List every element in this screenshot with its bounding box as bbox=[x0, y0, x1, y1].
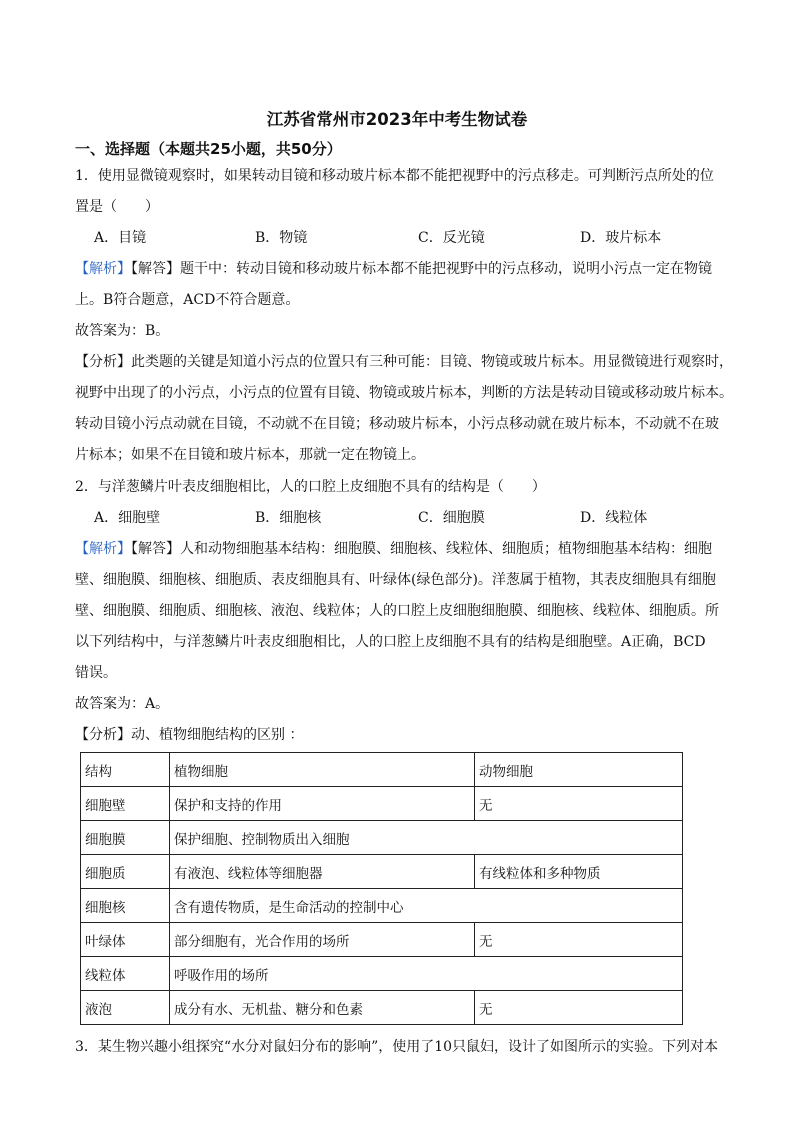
table-row bbox=[81, 855, 683, 889]
table-row bbox=[81, 957, 683, 991]
table-row bbox=[81, 991, 683, 1025]
q1-stem-line2: 置是（ ） bbox=[75, 199, 159, 215]
q2-analysis-line5: 错误。 bbox=[75, 665, 117, 681]
q1-option-a: A．目镜 bbox=[94, 230, 147, 246]
animal-cell-value: 无 bbox=[475, 991, 683, 1025]
q2-option-c: C．细胞膜 bbox=[418, 510, 485, 526]
plant-cell-value: 成分有水、无机盐、糖分和色素 bbox=[170, 991, 475, 1025]
structure-name: 细胞核 bbox=[81, 889, 170, 923]
plant-cell-value: 有液泡、线粒体等细胞器 bbox=[170, 855, 475, 889]
table-row bbox=[81, 821, 683, 855]
q3-stem-line1: 3．某生物兴趣小组探究“水分对鼠妇分布的影响”，使用了10只鼠妇，设计了如图所示的实验。下列对本 bbox=[75, 1039, 719, 1055]
q2-analysis-line3: 壁、细胞膜、细胞质、细胞核、液泡、线粒体；人的口腔上皮细胞细胞膜、细胞核、线粒体、细胞质。所 bbox=[75, 603, 719, 619]
animal-cell-value: 无 bbox=[475, 787, 683, 821]
structure-name: 叶绿体 bbox=[81, 923, 170, 957]
table-row bbox=[81, 923, 683, 957]
plant-cell-value: 保护和支持的作用 bbox=[170, 787, 475, 821]
structure-name: 细胞质 bbox=[81, 855, 170, 889]
table-row bbox=[81, 889, 683, 923]
plant-cell-value: 部分细胞有，光合作用的场所 bbox=[170, 923, 475, 957]
analysis-tag: 【解析】 bbox=[75, 541, 131, 557]
q2-option-b: B．细胞核 bbox=[255, 510, 322, 526]
table-header-cell: 植物细胞 bbox=[170, 753, 475, 787]
q1-fenxi-line1: 【分析】此类题的关键是知道小污点的位置只有三种可能：目镜、物镜或玻片标本。用显微镜进行观察时， bbox=[75, 354, 733, 370]
q1-fenxi-line3: 转动目镜小污点动就在目镜，不动就不在目镜；移动玻片标本，小污点移动就在玻片标本，不动就不在玻 bbox=[75, 416, 719, 432]
q1-fenxi-line2: 视野中出现了的小污点，小污点的位置有目镜、物镜或玻片标本，判断的方法是转动目镜或移动玻片标本。 bbox=[75, 385, 733, 401]
q1-analysis-line1 bbox=[75, 259, 755, 279]
shared-value: 呼吸作用的场所 bbox=[170, 957, 683, 991]
shared-value: 保护细胞、控制物质出入细胞 bbox=[170, 821, 683, 855]
q1-option-b: B．物镜 bbox=[255, 230, 308, 246]
structure-name: 细胞膜 bbox=[81, 821, 170, 855]
table-header-cell: 结构 bbox=[81, 753, 170, 787]
q2-stem-line1: 2．与洋葱鳞片叶表皮细胞相比，人的口腔上皮细胞不具有的结构是（ ） bbox=[75, 479, 546, 495]
analysis-tag: 【解析】 bbox=[75, 261, 131, 277]
q2-analysis-line2: 壁、细胞膜、细胞核、细胞质、表皮细胞具有、叶绿体(绿色部分)。洋葱属于植物，其表皮细胞具有细胞 bbox=[75, 572, 716, 588]
q2-analysis-line4: 以下列结构中，与洋葱鳞片叶表皮细胞相比，人的口腔上皮细胞不具有的结构是细胞壁。A正确，BCD bbox=[75, 634, 706, 650]
q2-option-d: D．线粒体 bbox=[580, 510, 648, 526]
structure-name: 线粒体 bbox=[81, 957, 170, 991]
q1-stem-line1: 1．使用显微镜观察时，如果转动目镜和移动玻片标本都不能把视野中的污点移走。可判断污点所处的位 bbox=[75, 168, 714, 184]
section-heading: 一、选择题（本题共25小题，共50分） bbox=[75, 140, 342, 158]
cell-structure-table bbox=[80, 752, 683, 1025]
q2-fenxi-line1: 【分析】动、植物细胞结构的区别 ： bbox=[75, 727, 304, 743]
q2-analysis-line1 bbox=[75, 539, 755, 559]
q1-option-c: C．反光镜 bbox=[418, 230, 485, 246]
shared-value: 含有遗传物质，是生命活动的控制中心 bbox=[170, 889, 683, 923]
structure-name: 液泡 bbox=[81, 991, 170, 1025]
q2-answer: 故答案为：A。 bbox=[75, 696, 170, 712]
q2-analysis-text: 【解答】人和动物细胞基本结构：细胞膜、细胞核、线粒体、细胞质；植物细胞基本结构：细胞 bbox=[131, 541, 712, 557]
q1-analysis-line2: 上。B符合题意，ACD不符合题意。 bbox=[75, 292, 300, 308]
q1-fenxi-line4: 片标本；如果不在目镜和玻片标本，那就一定在物镜上。 bbox=[75, 447, 425, 463]
structure-name: 细胞壁 bbox=[81, 787, 170, 821]
table-header-cell: 动物细胞 bbox=[475, 753, 683, 787]
table-row bbox=[81, 787, 683, 821]
q1-option-d: D．玻片标本 bbox=[580, 230, 662, 246]
animal-cell-value: 无 bbox=[475, 923, 683, 957]
q1-analysis-text: 【解答】题干中：转动目镜和移动玻片标本都不能把视野中的污点移动，说明小污点一定在物镜 bbox=[131, 261, 712, 277]
page-title: 江苏省常州市2023年中考生物试卷 bbox=[266, 110, 528, 129]
table-header-row bbox=[81, 753, 683, 787]
q2-option-a: A．细胞壁 bbox=[94, 510, 161, 526]
q1-answer: 故答案为：B。 bbox=[75, 323, 170, 339]
animal-cell-value: 有线粒体和多种物质 bbox=[475, 855, 683, 889]
